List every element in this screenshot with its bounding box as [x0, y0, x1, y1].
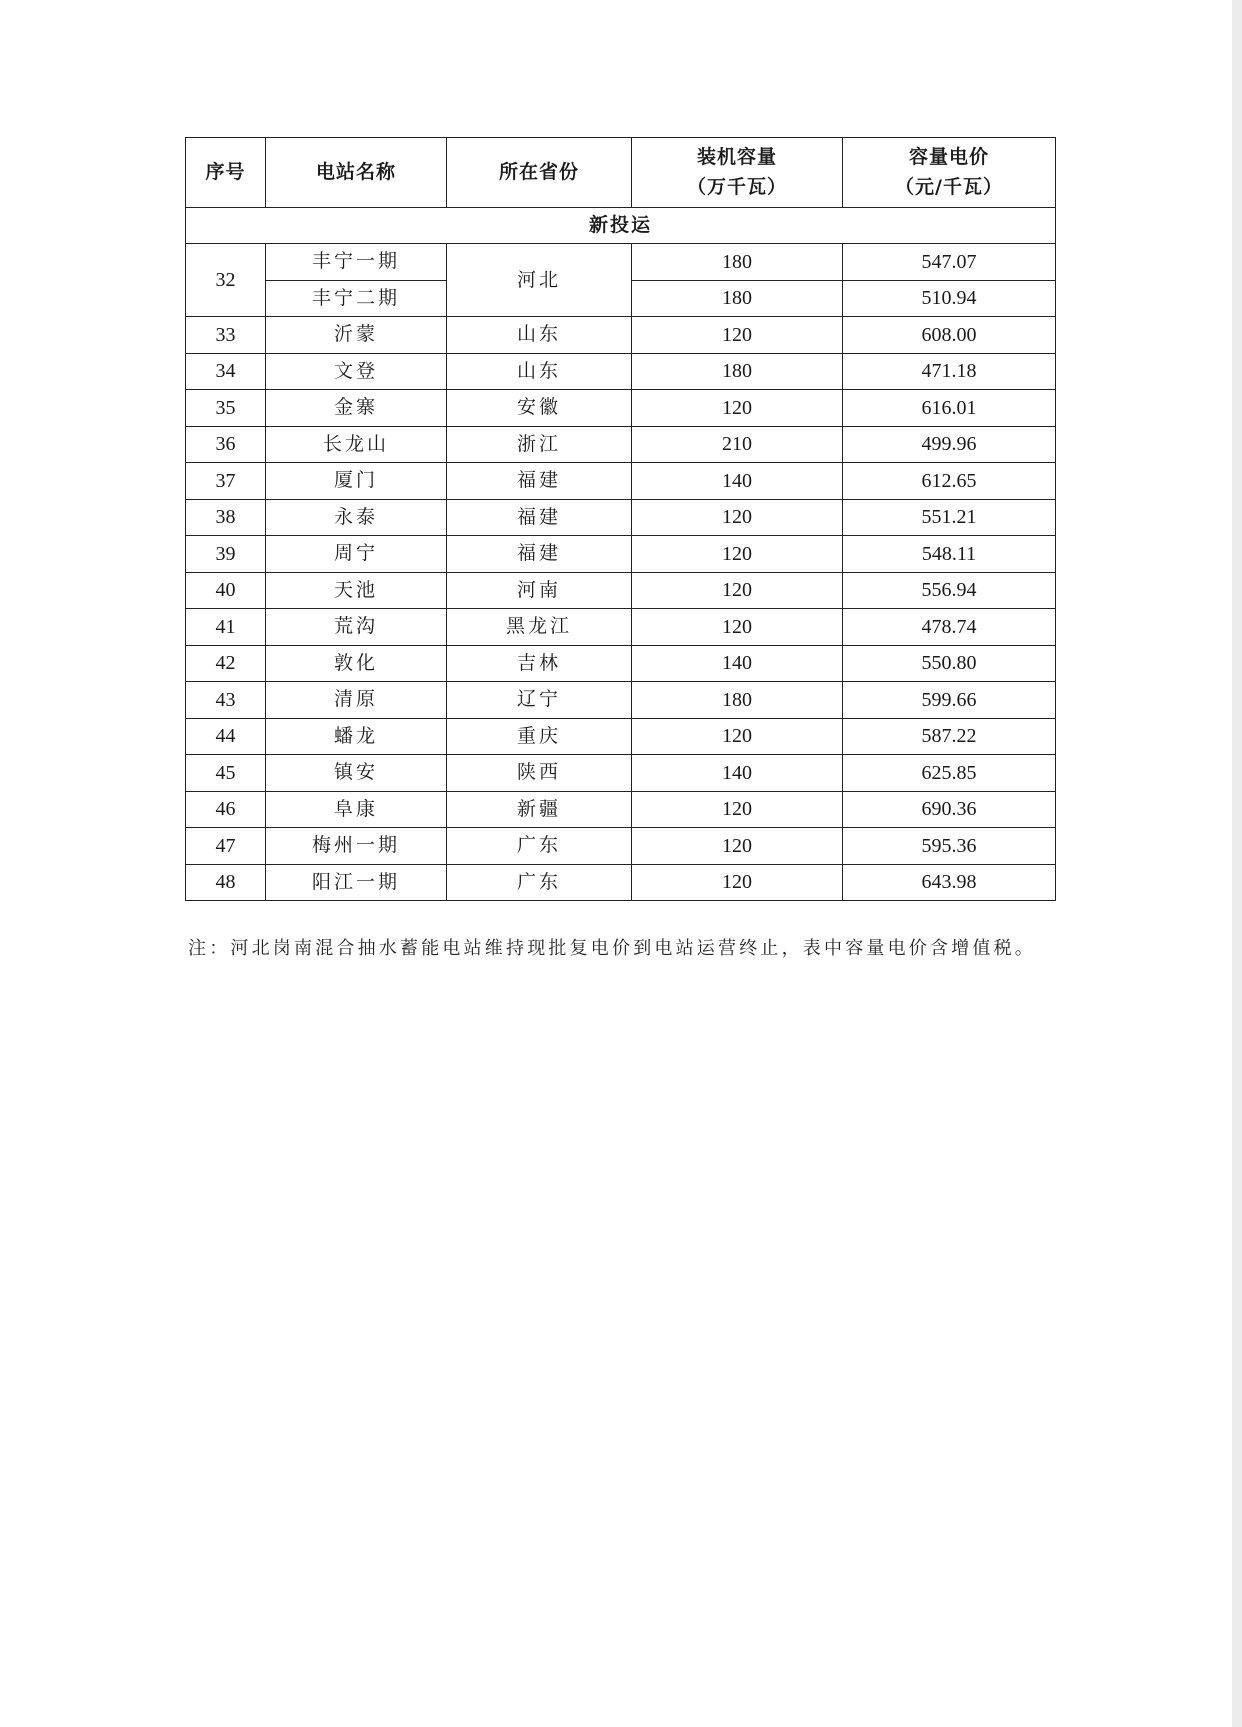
header-price	[843, 138, 1056, 208]
cell-price: 595.36	[843, 828, 1056, 865]
cell-price: 547.07	[843, 244, 1056, 281]
cell-province: 山东	[447, 317, 632, 354]
header-price-line1: 容量电价	[908, 146, 989, 169]
cell-price: 556.94	[843, 572, 1056, 609]
cell-seq: 41	[186, 609, 266, 646]
header-capacity-line2: （万千瓦）	[686, 175, 787, 198]
cell-name: 丰宁二期	[266, 280, 447, 317]
cell-name: 长龙山	[266, 426, 447, 463]
cell-capacity: 120	[632, 791, 843, 828]
table-row	[186, 864, 1056, 901]
cell-name: 丰宁一期	[266, 244, 447, 281]
cell-seq: 47	[186, 828, 266, 865]
cell-name: 荒沟	[266, 609, 447, 646]
cell-province: 新疆	[447, 791, 632, 828]
cell-capacity: 120	[632, 572, 843, 609]
cell-price: 478.74	[843, 609, 1056, 646]
cell-name: 阜康	[266, 791, 447, 828]
cell-province: 重庆	[447, 718, 632, 755]
cell-price: 551.21	[843, 499, 1056, 536]
cell-province: 福建	[447, 463, 632, 500]
cell-price: 625.85	[843, 755, 1056, 792]
cell-province: 河北	[447, 244, 632, 317]
table-row	[186, 244, 1056, 281]
cell-capacity: 210	[632, 426, 843, 463]
cell-province: 广东	[447, 864, 632, 901]
table-row	[186, 755, 1056, 792]
table-row	[186, 463, 1056, 500]
cell-price: 612.65	[843, 463, 1056, 500]
cell-seq: 45	[186, 755, 266, 792]
page-edge-shadow	[1232, 0, 1242, 1727]
cell-province: 黑龙江	[447, 609, 632, 646]
cell-capacity: 120	[632, 317, 843, 354]
cell-price: 616.01	[843, 390, 1056, 427]
cell-seq: 34	[186, 353, 266, 390]
header-price-line2: （元/千瓦）	[895, 175, 1003, 198]
cell-name: 周宁	[266, 536, 447, 573]
cell-capacity: 120	[632, 828, 843, 865]
cell-name: 天池	[266, 572, 447, 609]
cell-capacity: 120	[632, 864, 843, 901]
cell-province: 福建	[447, 499, 632, 536]
table-row	[186, 682, 1056, 719]
cell-province: 吉林	[447, 645, 632, 682]
cell-province: 浙江	[447, 426, 632, 463]
table-row	[186, 645, 1056, 682]
table-row	[186, 317, 1056, 354]
table-row	[186, 572, 1056, 609]
cell-name: 清原	[266, 682, 447, 719]
cell-seq: 43	[186, 682, 266, 719]
cell-seq: 46	[186, 791, 266, 828]
table-row	[186, 828, 1056, 865]
header-row	[186, 138, 1056, 208]
table-row	[186, 609, 1056, 646]
cell-seq: 39	[186, 536, 266, 573]
cell-province: 河南	[447, 572, 632, 609]
cell-name: 敦化	[266, 645, 447, 682]
cell-name: 厦门	[266, 463, 447, 500]
cell-price: 499.96	[843, 426, 1056, 463]
cell-seq: 40	[186, 572, 266, 609]
header-province: 所在省份	[447, 138, 632, 208]
cell-capacity: 140	[632, 645, 843, 682]
header-capacity	[632, 138, 843, 208]
table-body	[186, 208, 1056, 901]
cell-capacity: 120	[632, 499, 843, 536]
cell-capacity: 140	[632, 755, 843, 792]
header-name: 电站名称	[266, 138, 447, 208]
header-seq: 序号	[186, 138, 266, 208]
cell-province: 辽宁	[447, 682, 632, 719]
cell-name: 沂蒙	[266, 317, 447, 354]
table-row	[186, 791, 1056, 828]
cell-seq: 44	[186, 718, 266, 755]
cell-seq: 36	[186, 426, 266, 463]
price-table-container	[185, 137, 1055, 901]
cell-price: 587.22	[843, 718, 1056, 755]
cell-seq: 35	[186, 390, 266, 427]
cell-price: 599.66	[843, 682, 1056, 719]
cell-price: 471.18	[843, 353, 1056, 390]
cell-capacity: 120	[632, 609, 843, 646]
cell-price: 510.94	[843, 280, 1056, 317]
cell-capacity: 120	[632, 390, 843, 427]
cell-capacity: 120	[632, 536, 843, 573]
cell-price: 643.98	[843, 864, 1056, 901]
cell-price: 690.36	[843, 791, 1056, 828]
cell-name: 镇安	[266, 755, 447, 792]
cell-capacity: 180	[632, 682, 843, 719]
table-row	[186, 353, 1056, 390]
table-row	[186, 536, 1056, 573]
cell-capacity: 120	[632, 718, 843, 755]
cell-name: 永泰	[266, 499, 447, 536]
cell-seq: 42	[186, 645, 266, 682]
cell-name: 梅州一期	[266, 828, 447, 865]
cell-name: 蟠龙	[266, 718, 447, 755]
cell-name: 文登	[266, 353, 447, 390]
cell-price: 608.00	[843, 317, 1056, 354]
cell-seq: 33	[186, 317, 266, 354]
cell-capacity: 140	[632, 463, 843, 500]
cell-price: 548.11	[843, 536, 1056, 573]
cell-seq: 32	[186, 244, 266, 317]
cell-capacity: 180	[632, 244, 843, 281]
cell-province: 安徽	[447, 390, 632, 427]
cell-province: 陕西	[447, 755, 632, 792]
cell-seq: 48	[186, 864, 266, 901]
table-row	[186, 499, 1056, 536]
section-row	[186, 208, 1056, 244]
cell-province: 广东	[447, 828, 632, 865]
section-title: 新投运	[186, 208, 1056, 244]
cell-seq: 37	[186, 463, 266, 500]
table-footnote: 注：河北岗南混合抽水蓄能电站维持现批复电价到电站运营终止，表中容量电价含增值税。	[188, 938, 1036, 959]
table-header	[186, 138, 1056, 208]
cell-price: 550.80	[843, 645, 1056, 682]
table-row	[186, 390, 1056, 427]
table-row	[186, 718, 1056, 755]
cell-capacity: 180	[632, 353, 843, 390]
cell-name: 阳江一期	[266, 864, 447, 901]
cell-name: 金寨	[266, 390, 447, 427]
cell-seq: 38	[186, 499, 266, 536]
cell-province: 山东	[447, 353, 632, 390]
header-capacity-line1: 装机容量	[696, 146, 777, 169]
price-table	[185, 137, 1056, 901]
cell-capacity: 180	[632, 280, 843, 317]
table-row	[186, 426, 1056, 463]
cell-province: 福建	[447, 536, 632, 573]
